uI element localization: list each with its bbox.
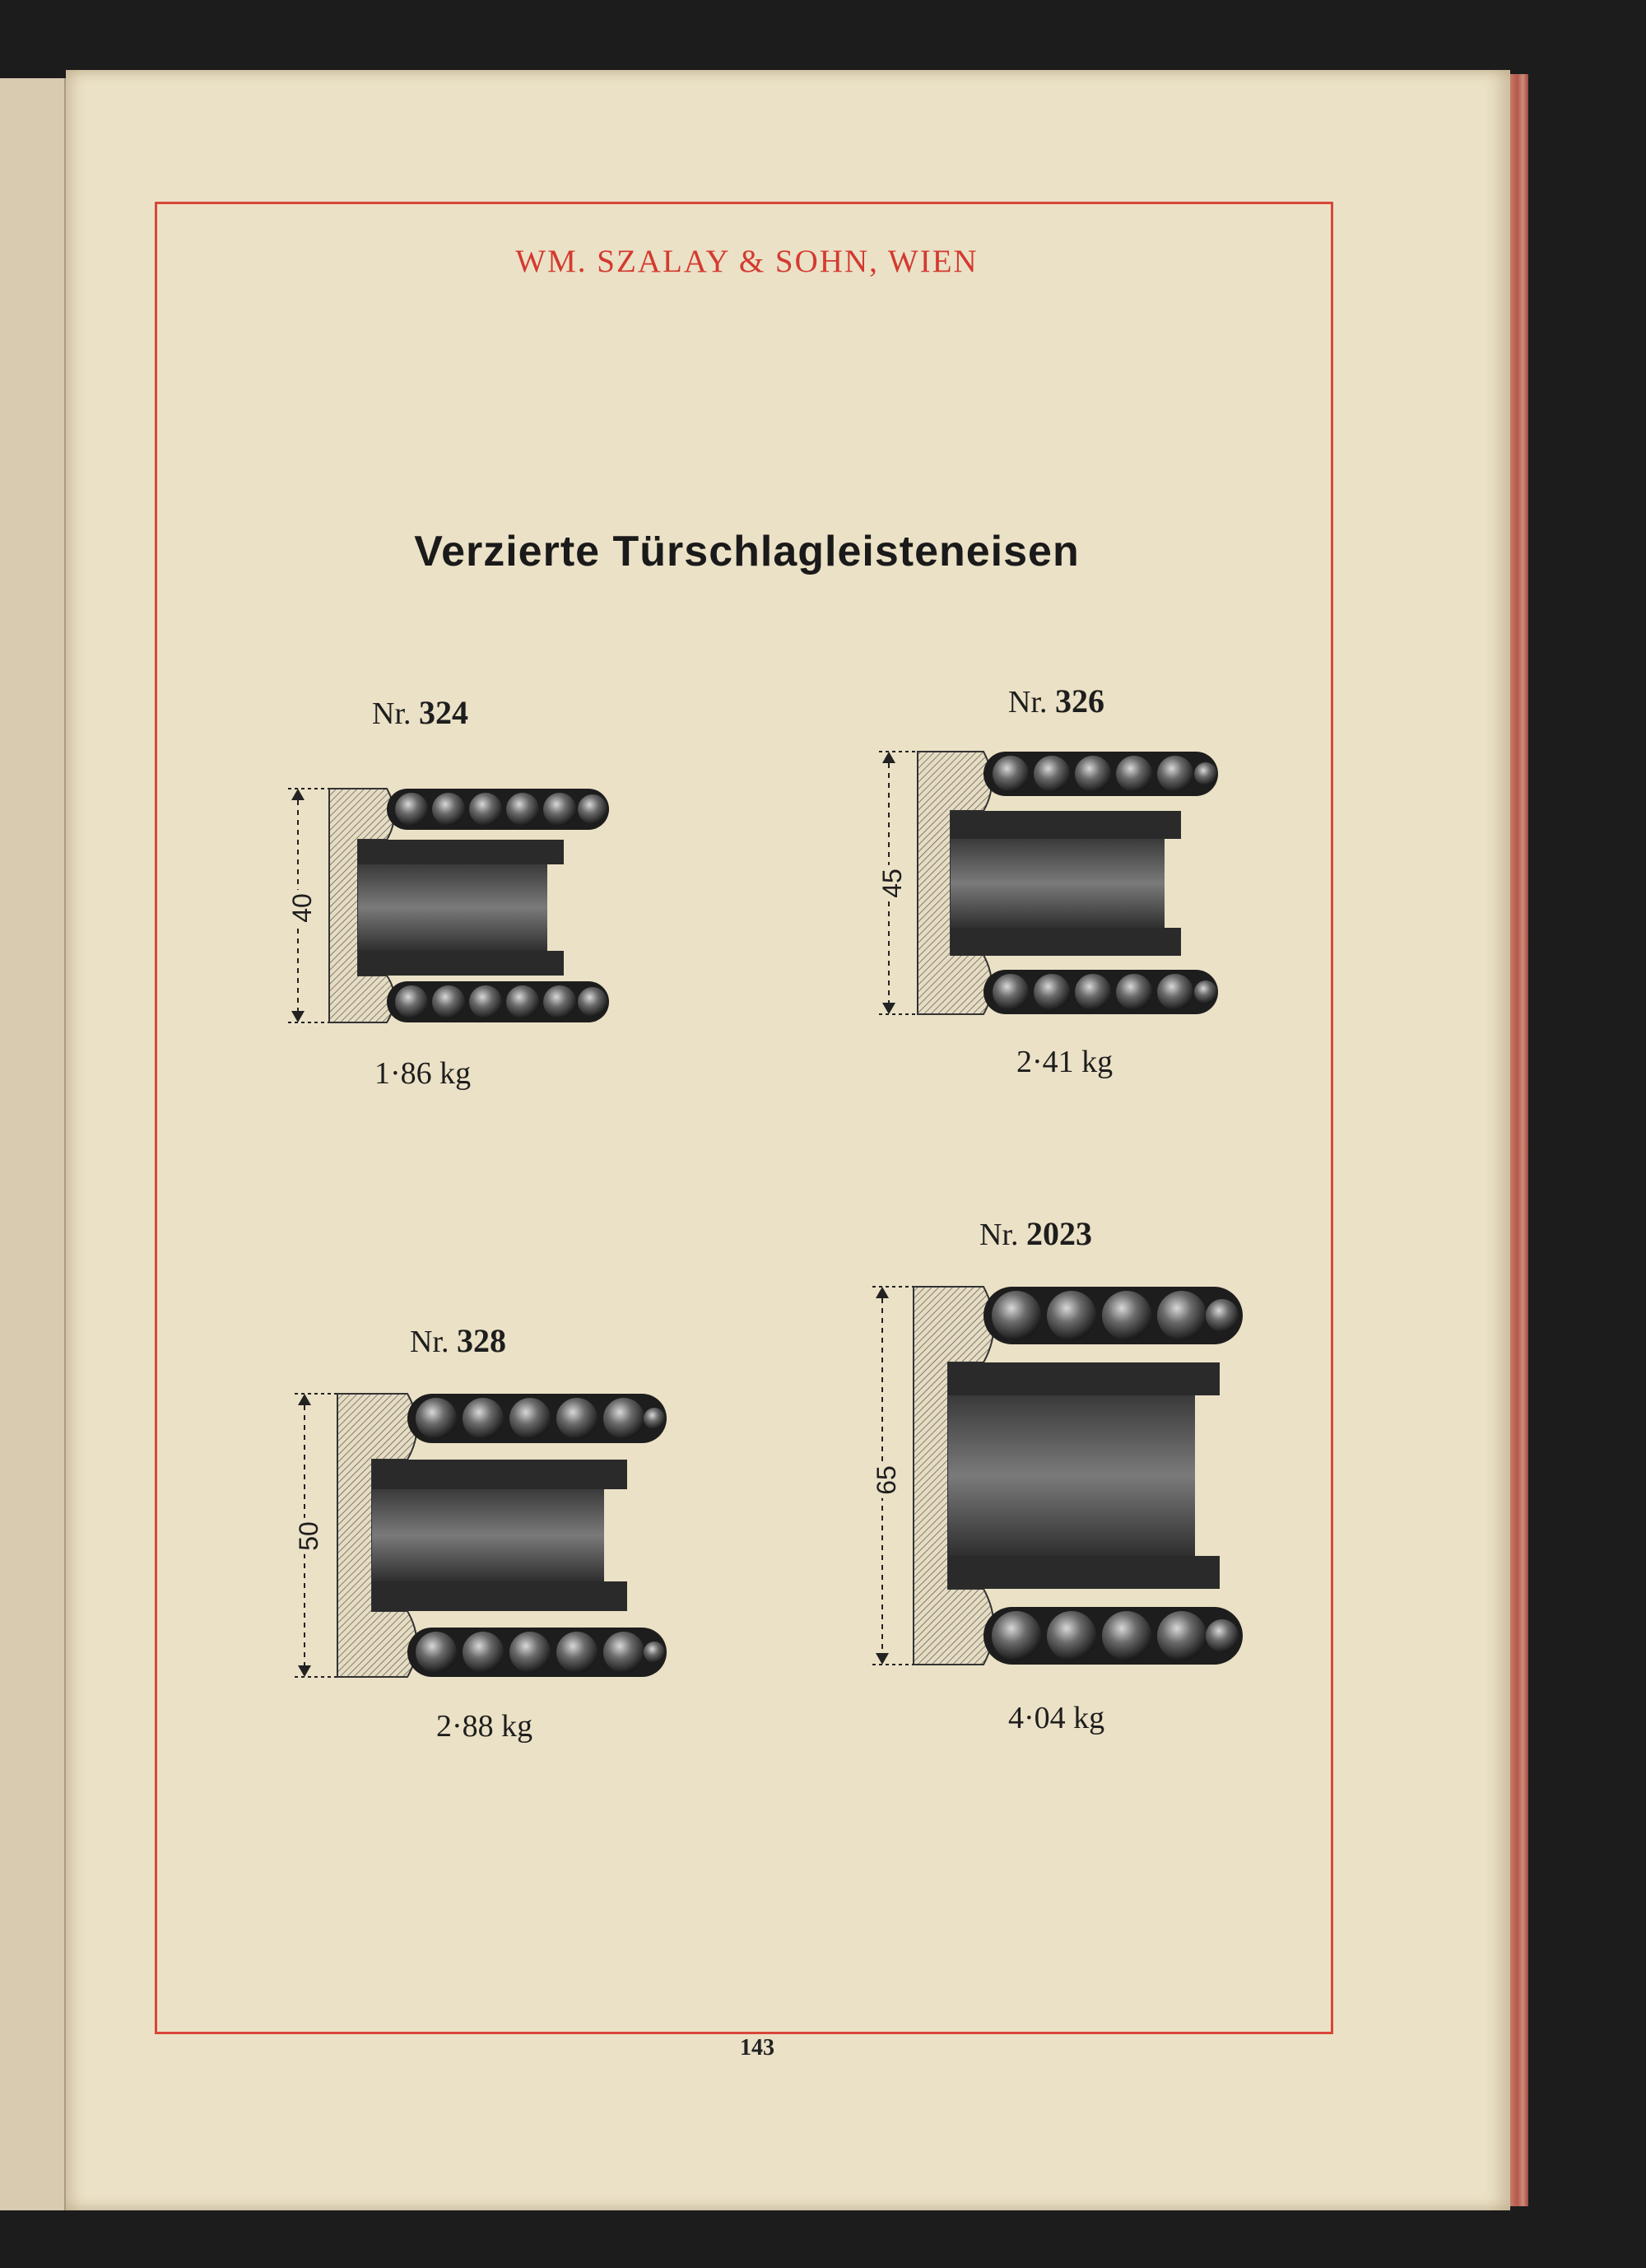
item-label	[1008, 682, 1104, 720]
previous-page-edge	[0, 78, 67, 2210]
item-prefix: Nr.	[410, 1325, 449, 1359]
item-prefix: Nr.	[1008, 685, 1048, 720]
item-prefix: Nr.	[979, 1218, 1019, 1252]
profile-drawing-328	[280, 1387, 675, 1684]
dimension-height: 65	[872, 1462, 901, 1498]
item-label	[979, 1214, 1092, 1253]
profile-drawing-324	[280, 782, 617, 1029]
running-head: WM. SZALAY & SOHN, WIEN	[515, 244, 979, 279]
item-weight: 2·88 kg	[436, 1709, 533, 1744]
page-number: 143	[740, 2035, 774, 2061]
item-number: 2023	[1026, 1215, 1092, 1252]
item-label	[410, 1321, 506, 1360]
item-number: 328	[457, 1322, 506, 1359]
page-title: Verzierte Türschlagleisteneisen	[414, 528, 1080, 575]
item-weight: 1·86 kg	[374, 1056, 472, 1091]
dimension-height: 45	[877, 865, 907, 901]
item-prefix: Nr.	[372, 696, 412, 731]
profile-drawing-2023	[848, 1280, 1251, 1671]
red-frame-border	[155, 202, 1333, 2034]
item-weight: 2·41 kg	[1016, 1045, 1114, 1079]
item-number: 324	[419, 694, 468, 731]
item-number: 326	[1055, 682, 1104, 720]
item-weight: 4·04 kg	[1008, 1701, 1105, 1735]
item-label	[372, 693, 468, 732]
dimension-height: 40	[287, 890, 317, 926]
profile-drawing-326	[864, 745, 1226, 1021]
red-page-edges	[1510, 74, 1528, 2206]
dimension-height: 50	[294, 1518, 323, 1554]
